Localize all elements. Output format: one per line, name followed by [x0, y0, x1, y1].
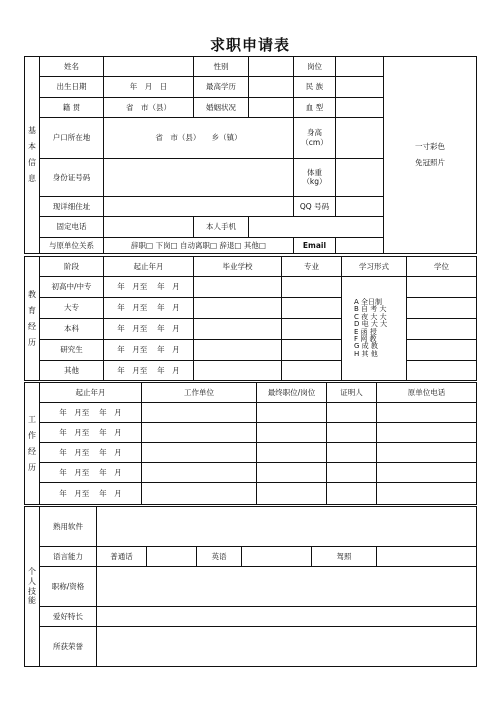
education-label: 最高学历 [194, 77, 249, 97]
edu-header-degree: 学位 [407, 257, 477, 277]
edu-header-period: 起止年月 [104, 257, 194, 277]
edu-period[interactable]: 年 月至 年 月 [104, 319, 194, 340]
phone-label: 固定电话 [40, 217, 104, 237]
hobby-field[interactable] [97, 607, 477, 627]
origin-label: 籍 贯 [40, 97, 104, 117]
work-period[interactable]: 年 月至 年 月 [40, 463, 142, 483]
photo-box[interactable] [384, 57, 477, 254]
work-title-field[interactable] [257, 443, 327, 463]
edu-degree-field[interactable] [407, 340, 477, 361]
work-referee-field[interactable] [327, 423, 377, 443]
work-title-field[interactable] [257, 463, 327, 483]
blood-field[interactable] [336, 97, 384, 117]
relation-label: 与原单位关系 [40, 237, 104, 253]
license-label: 驾照 [312, 547, 377, 567]
edu-major-field[interactable] [282, 319, 342, 340]
edu-degree-field[interactable] [407, 298, 477, 319]
basic-info-section-label: 基 本 信 息 [25, 57, 40, 254]
work-company-field[interactable] [142, 443, 257, 463]
qq-label: QQ 号码 [294, 197, 336, 217]
study-mode-list: A 全日制 B 自 考 大 C 夜 大 大 D 电 大 大 E 函 授 F 网 教 G 成 教 H 其 他 [342, 277, 407, 381]
ethnicity-field[interactable] [336, 77, 384, 97]
work-phone-field[interactable] [377, 483, 477, 505]
edu-stage: 本科 [40, 319, 104, 340]
address-field[interactable] [104, 197, 294, 217]
hobby-label: 爱好特长 [40, 607, 97, 627]
education-table [24, 256, 477, 381]
hukou-label: 户口所在地 [40, 117, 104, 158]
work-period[interactable]: 年 月至 年 月 [40, 483, 142, 505]
blood-label: 血 型 [294, 97, 336, 117]
address-label: 现详细住址 [40, 197, 104, 217]
edu-period[interactable]: 年 月至 年 月 [104, 298, 194, 319]
work-period[interactable]: 年 月至 年 月 [40, 443, 142, 463]
work-phone-field[interactable] [377, 443, 477, 463]
email-field[interactable] [336, 237, 384, 253]
mandarin-field[interactable] [147, 547, 197, 567]
work-header-company: 工作单位 [142, 383, 257, 403]
edu-stage: 其他 [40, 361, 104, 381]
work-header-title: 最终职位/岗位 [257, 383, 327, 403]
origin-field[interactable]: 省 市（县） [104, 97, 194, 117]
edu-school-field[interactable] [194, 361, 282, 381]
work-company-field[interactable] [142, 483, 257, 505]
idcard-label: 身份证号码 [40, 158, 104, 197]
ethnicity-label: 民 族 [294, 77, 336, 97]
edu-stage: 大专 [40, 298, 104, 319]
software-label: 熟用软件 [40, 507, 97, 547]
edu-period[interactable]: 年 月至 年 月 [104, 340, 194, 361]
gender-label: 性别 [194, 57, 249, 77]
edu-major-field[interactable] [282, 361, 342, 381]
birth-field[interactable]: 年 月 日 [104, 77, 194, 97]
form-title: 求职申请表 [209, 36, 290, 54]
photo-hint-line2: 免冠照片 [415, 158, 445, 167]
edu-major-field[interactable] [282, 298, 342, 319]
work-period[interactable]: 年 月至 年 月 [40, 403, 142, 423]
edu-header-stage: 阶段 [40, 257, 104, 277]
skills-table [24, 506, 477, 667]
english-field[interactable] [242, 547, 312, 567]
work-header-phone: 原单位电话 [377, 383, 477, 403]
birth-label: 出生日期 [40, 77, 104, 97]
work-header-referee: 证明人 [327, 383, 377, 403]
software-field[interactable] [97, 507, 477, 547]
work-company-field[interactable] [142, 463, 257, 483]
height-field[interactable] [336, 117, 384, 158]
work-referee-field[interactable] [327, 403, 377, 423]
edu-school-field[interactable] [194, 319, 282, 340]
basic-info-table [24, 56, 477, 254]
work-section-label: 工 作 经 历 [25, 383, 40, 505]
work-company-field[interactable] [142, 403, 257, 423]
mobile-field[interactable] [249, 217, 384, 237]
edu-period[interactable]: 年 月至 年 月 [104, 277, 194, 298]
edu-school-field[interactable] [194, 340, 282, 361]
english-label: 英语 [197, 547, 242, 567]
relation-options[interactable]: 辞职□ 下岗□ 自动离职□ 辞退□ 其他□ [104, 237, 294, 253]
work-table [24, 382, 477, 505]
work-referee-field[interactable] [327, 443, 377, 463]
work-title-field[interactable] [257, 403, 327, 423]
skills-section-label: 个 人 技 能 [25, 507, 40, 667]
honors-field[interactable] [97, 627, 477, 667]
work-title-field[interactable] [257, 483, 327, 505]
work-header-period: 起止年月 [40, 383, 142, 403]
photo-hint-line1: 一寸彩色 [415, 141, 445, 151]
edu-school-field[interactable] [194, 277, 282, 298]
marital-field[interactable] [249, 97, 294, 117]
gender-field[interactable] [249, 57, 294, 77]
edu-school-field[interactable] [194, 298, 282, 319]
name-field[interactable] [104, 57, 194, 77]
name-label: 姓名 [40, 57, 104, 77]
language-label: 语言能力 [40, 547, 97, 567]
license-field[interactable] [377, 547, 477, 567]
work-phone-field[interactable] [377, 403, 477, 423]
qq-field[interactable] [336, 197, 384, 217]
work-company-field[interactable] [142, 423, 257, 443]
height-label: 身高 （cm） [294, 117, 336, 158]
title-cert-label: 职称/资格 [40, 567, 97, 607]
idcard-field[interactable] [104, 158, 294, 197]
hukou-field[interactable]: 省 市（县） 乡（镇） [104, 117, 294, 158]
email-label: Email [294, 237, 336, 253]
work-title-field[interactable] [257, 423, 327, 443]
edu-degree-field[interactable] [407, 277, 477, 298]
edu-header-major: 专业 [282, 257, 342, 277]
position-field[interactable] [336, 57, 384, 77]
marital-label: 婚姻状况 [194, 97, 249, 117]
edu-header-school: 毕业学校 [194, 257, 282, 277]
position-label: 岗位 [294, 57, 336, 77]
work-referee-field[interactable] [327, 463, 377, 483]
edu-period[interactable]: 年 月至 年 月 [104, 361, 194, 381]
education-section-label: 教 育 经 历 [25, 257, 40, 381]
edu-major-field[interactable] [282, 340, 342, 361]
education-field[interactable] [249, 77, 294, 97]
edu-stage: 研究生 [40, 340, 104, 361]
phone-field[interactable] [104, 217, 194, 237]
edu-stage: 初高中/中专 [40, 277, 104, 298]
weight-label: 体重 （kg） [294, 158, 336, 197]
title-cert-field[interactable] [97, 567, 477, 607]
work-referee-field[interactable] [327, 483, 377, 505]
edu-degree-field[interactable] [407, 361, 477, 381]
work-period[interactable]: 年 月至 年 月 [40, 423, 142, 443]
mandarin-label: 普通话 [97, 547, 147, 567]
weight-field[interactable] [336, 158, 384, 197]
work-phone-field[interactable] [377, 423, 477, 443]
work-phone-field[interactable] [377, 463, 477, 483]
edu-header-mode: 学习形式 [342, 257, 407, 277]
edu-degree-field[interactable] [407, 319, 477, 340]
edu-major-field[interactable] [282, 277, 342, 298]
honors-label: 所获荣誉 [40, 627, 97, 667]
mobile-label: 本人手机 [194, 217, 249, 237]
